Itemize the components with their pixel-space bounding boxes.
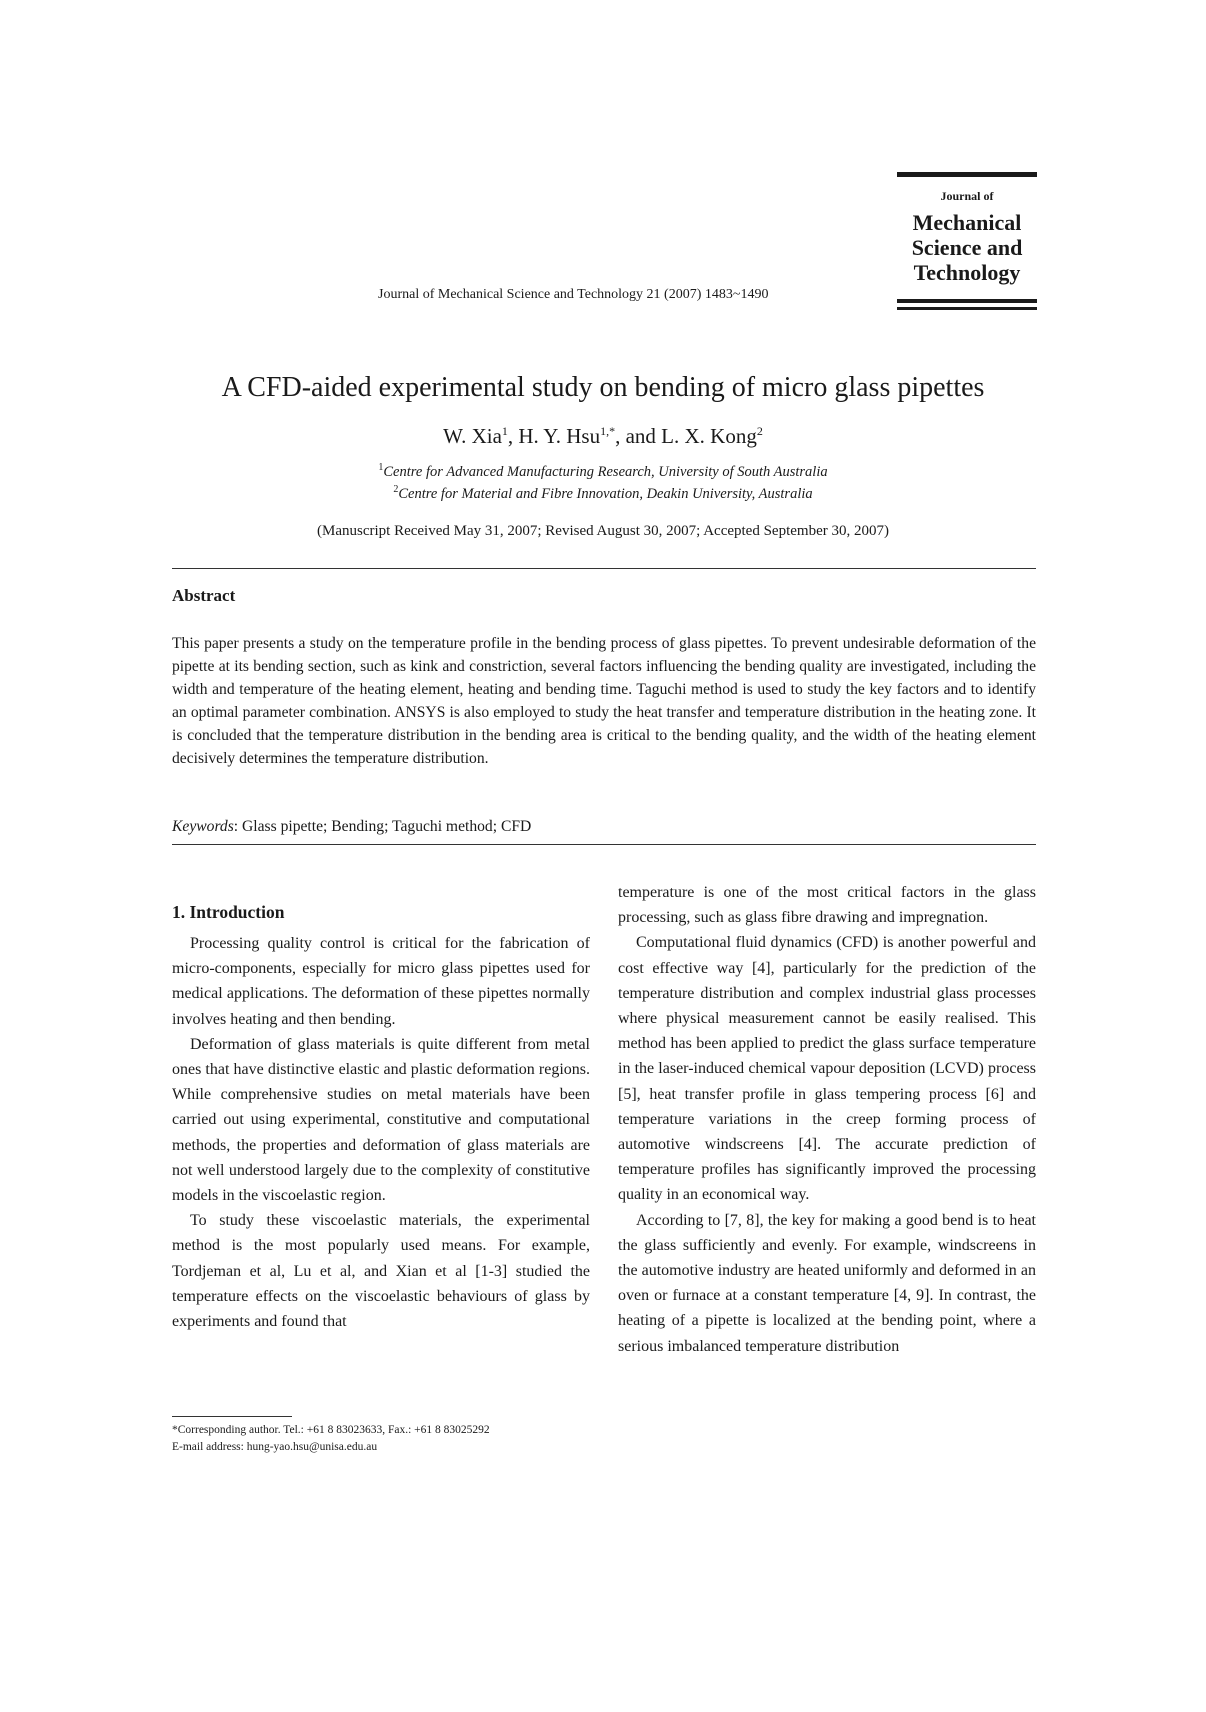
paragraph: To study these viscoelastic materials, the experimental method is the most popularly used means. For example, Tordjeman et al, Lu et al, and Xian et al [1-3] studied the temperature effects on the viscoelastic behaviours of glass by experiments and found that — [172, 1212, 590, 1331]
author-affil-mark: 2 — [756, 424, 763, 438]
left-column — [172, 880, 590, 1334]
paragraph: According to [7, 8], the key for making a good bend is to heat the glass sufficiently and evenly. For example, windscreens in the automotive industry are heated uniformly and deformed in an oven or furnace at a constant temperature [4, 9]. In contrast, the heating of a pipette is localized at the bending point, where a serious imbalanced temperature distribution — [618, 1211, 1036, 1355]
divider — [172, 844, 1036, 845]
affiliation-text: Centre for Advanced Manufacturing Research, University of South Australia — [383, 463, 828, 480]
footnote-rule — [172, 1416, 292, 1417]
right-column — [618, 880, 1036, 1359]
author-list — [0, 424, 1206, 449]
logo-small-text: Journal of — [940, 189, 994, 203]
keywords — [172, 818, 531, 836]
abstract-heading: Abstract — [172, 586, 236, 605]
journal-citation: Journal of Mechanical Science and Technology 21 (2007) 1483~1490 — [378, 287, 769, 302]
author-name: H. Y. Hsu — [518, 424, 601, 448]
affiliation-mark: 1 — [378, 462, 384, 473]
keywords-text: : Glass pipette; Bending; Taguchi method; CFD — [233, 818, 532, 835]
affiliation-mark: 2 — [393, 484, 399, 495]
affiliation — [0, 484, 1206, 503]
paragraph: Computational fluid dynamics (CFD) is another powerful and cost effective way [4], particularly for the prediction of the temperature distribution and complex industrial glass processes where physical measurement cannot be easily realised. This method has been applied to predict the glass surface temperature in the laser-induced chemical vapour deposition (LCVD) process [5], heat transfer profile in glass tempering process [6] and temperature variations in the creep forming process of automotive windscreens [4]. The accurate prediction of temperature profiles has significantly improved the processing quality in an economical way. — [618, 934, 1036, 1204]
keywords-label: Keywords — [172, 818, 234, 835]
author-separator: , and — [615, 424, 662, 448]
logo-line-2: Science and — [911, 235, 1023, 260]
author-name: L. X. Kong — [661, 424, 757, 448]
footnote-corresponding: *Corresponding author. Tel.: +61 8 83023633, Fax.: +61 8 83025292 — [172, 1424, 490, 1436]
author-affil-mark: 1 — [501, 424, 508, 438]
manuscript-dates: (Manuscript Received May 31, 2007; Revised August 30, 2007; Accepted September 30, 2007) — [317, 523, 889, 539]
logo-line-1: Mechanical — [912, 210, 1022, 235]
footnote — [172, 1422, 490, 1456]
paragraph: Deformation of glass materials is quite different from metal ones that have distinctive elastic and plastic deformation regions. While comprehensive studies on metal materials have been carried out using experimental, constitutive and computational methods, the properties and deformation of glass materials are not well understood largely due to the complexity of constitutive models in the viscoelastic region. — [172, 1035, 590, 1205]
author-affil-mark: 1,* — [600, 424, 616, 438]
author-name: W. Xia — [443, 424, 502, 448]
affiliation — [0, 462, 1206, 481]
paragraph: temperature is one of the most critical factors in the glass processing, such as glass fibre drawing and impregnation. — [618, 884, 1036, 927]
footnote-email: E-mail address: hung-yao.hsu@unisa.edu.au — [172, 1441, 378, 1453]
logo-top-bar — [897, 172, 1037, 177]
logo-bottom-bar — [897, 299, 1037, 303]
section-heading: 1. Introduction — [172, 902, 285, 922]
journal-logo — [897, 172, 1037, 310]
paragraph: Processing quality control is critical for the fabrication of micro-components, especially for micro glass pipettes used for medical applications. The deformation of these pipettes normally involves heating and then bending. — [172, 935, 590, 1028]
author-separator: , — [507, 424, 519, 448]
abstract-text: This paper presents a study on the temperature profile in the bending process of glass pipettes. To prevent undesirable deformation of the pipette at its bending section, such as kink and constriction, several factors influencing the bending quality are investigated, including the width and temperature of the heating element, heating and bending time. Taguchi method is used to study the key factors and to identify an optimal parameter combination. ANSYS is also employed to study the heat transfer and temperature distribution in the heating zone. It is concluded that the temperature distribution in the bending area is critical to the bending quality, and the width of the heating element decisively determines the temperature distribution. — [172, 635, 1036, 767]
affiliation-text: Centre for Material and Fibre Innovation, Deakin University, Australia — [398, 485, 813, 502]
paper-title: A CFD-aided experimental study on bending of micro glass pipettes — [221, 372, 985, 403]
divider — [172, 568, 1036, 569]
logo-bottom-bar-thin — [897, 307, 1037, 310]
logo-line-3: Technology — [913, 260, 1021, 285]
